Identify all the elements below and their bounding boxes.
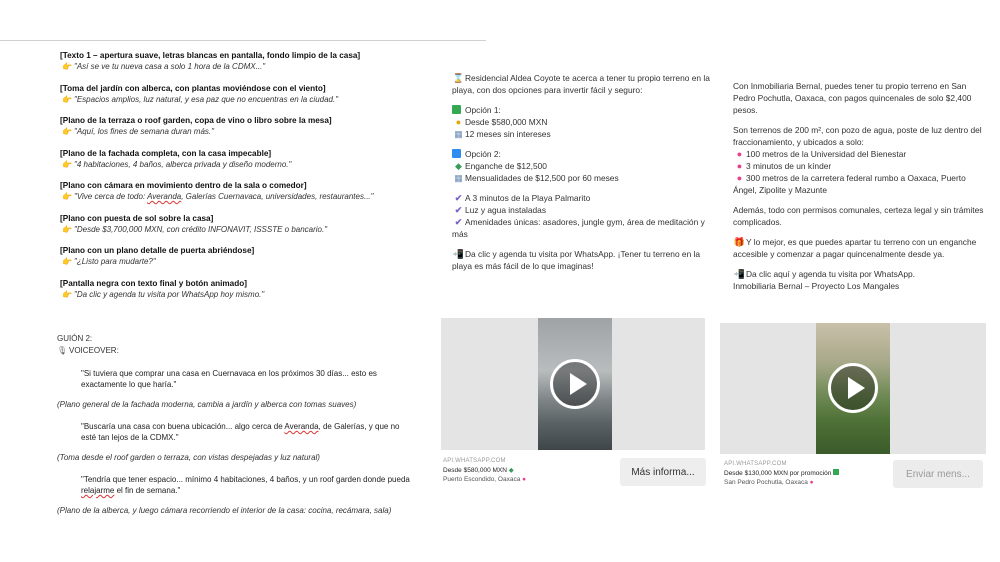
section-quote-start: "Vive cerca de todo: [74,192,148,201]
doc-section [60,148,480,181]
ad1-cta-text: Da clic y agenda tu visita por WhatsApp. ¡Tener tu terreno en la playa es más fácil de lo que imaginas! [452,249,701,271]
checkmark-icon: ✔ [454,217,463,227]
ad1-footer-price: Desde $580,000 MXN [443,467,507,474]
doc-section [60,278,480,311]
section-heading: [Plano con puesta de sol sobre la casa] [60,213,214,223]
green-square-icon [452,105,461,114]
section-heading: [Pantalla negra con texto final y botón animado] [60,278,247,288]
send-message-button[interactable]: Enviar mens... [893,460,983,488]
green-square-icon [833,469,839,475]
option1-title: Opción 1: [465,105,501,115]
calendar-icon: ▦ [454,173,463,183]
voiceover-paragraph: "Si tuviera que comprar una casa en Cuernavaca en los próximos 30 días... esto es exactamente lo que haría." [81,369,377,389]
section-quote: "Aquí, los fines de semana duran más." [74,127,214,136]
pin-icon: ● [809,479,814,486]
coin-icon: ● [455,117,462,127]
section-quote-end: , Galerías Cuernavaca, universidades, restaurantes..." [181,192,374,201]
ad2-footer-location: San Pedro Pochutla, Oaxaca [724,479,808,486]
section-list [60,50,480,310]
option1-price: Desde $580,000 MXN [465,117,548,127]
ad2-footer [724,460,839,487]
pin-icon: ● [736,161,743,171]
doc-section [60,245,480,278]
misspelled-word: Averanda [284,422,319,431]
hourglass-icon: ⌛ [452,73,465,83]
pointing-hand-icon: 👉 [62,62,72,71]
script-document [0,40,486,522]
ad1-video[interactable] [441,318,705,450]
section-quote: "Así se ve tu nueva casa a solo 1 hora de la CDMX..." [74,62,266,71]
section-heading: [Plano de la terraza o roof garden, copa de vino o libro sobre la mesa] [60,116,332,125]
pin-icon: ● [736,173,743,183]
location-3: 300 metros de la carretera federal rumbo a Oaxaca, Puerto Ángel, Zipolite y Mazunte [733,173,966,195]
benefit-2: Luz y agua instaladas [465,205,547,215]
ad-aldea-coyote [452,72,720,272]
paragraph-text: "Buscaría una casa con buena ubicación... algo cerca de [81,422,285,431]
pointing-hand-icon: 👉 [62,257,72,266]
ad2-intro: Con Inmobiliaria Bernal, puedes tener tu propio terreno en San Pedro Pochutla, Oaxaca, con pagos quincenales de solo $2,400 pesos. [733,81,972,115]
play-icon[interactable] [550,359,600,409]
section-heading: [Plano con cámara en movimiento dentro de la sala o comedor] [60,181,307,190]
paragraph-text: , de Galerías, y que no esté tan lejos de la CDMX." [81,422,400,442]
misspelled-word: Averanda [147,192,182,201]
doc-section [60,180,480,213]
doc-section [60,83,480,116]
section-quote: "Espacios amplios, luz natural, y esa paz que no encuentras en la ciudad." [74,94,339,104]
ad2-details: Son terrenos de 200 m², con pozo de agua, poste de luz dentro del fraccionamiento, y ubicados a solo: [733,125,982,147]
voiceover-label: VOICEOVER: [69,346,119,355]
pointing-hand-icon: 👉 [62,224,72,234]
checkmark-icon: ✔ [454,205,463,215]
ad1-intro: Residencial Aldea Coyote te acerca a tener tu propio terreno en la playa, con dos opciones para invertir fácil y seguro: [452,73,710,95]
voiceover-paragraph [81,421,411,443]
ad2-mejor: Y lo mejor, es que puedes apartar tu terreno con un enganche accesible y comenzar a pagar quincenalmente desde ya. [733,237,977,259]
ad2-video[interactable] [720,323,986,454]
section-heading: [Toma del jardín con alberca, con plantas moviéndose con el viento] [60,83,326,93]
paragraph-text: el fin de semana." [114,486,181,495]
section-heading: [Texto 1 – apertura suave, letras blancas en pantalla, fondo limpio de la casa] [60,51,361,60]
ad2-signature: Inmobiliaria Bernal – Proyecto Los Mangales [733,281,900,291]
option2-title: Opción 2: [465,149,501,159]
pointing-hand-icon: 👉 [62,127,72,136]
guion-2 [57,333,477,516]
doc-section [60,213,480,246]
ad2-cta-text: Da clic aquí y agenda tu visita por WhatsApp. [746,269,915,279]
option2-enganche: Enganche de $12,500 [465,161,547,171]
option1-msi: 12 meses sin intereses [465,129,551,139]
stage-direction: (Toma desde el roof garden o terraza, con vistas despejadas y luz natural) [57,453,320,462]
gift-icon: 🎁 [733,237,746,247]
section-quote: "¿Listo para mudarte?" [74,257,156,266]
ad2-footer-price: Desde $130,000 MXN por promoción [724,470,832,477]
ad-inmobiliaria-bernal [733,80,985,292]
benefit-3: Amenidades únicas: asadores, jungle gym, área de meditación y más [452,217,705,239]
pointing-hand-icon: 👉 [62,289,72,299]
checkmark-icon: ✔ [454,193,463,203]
calendar-icon: ▦ [454,129,463,139]
pointing-hand-icon: 👉 [62,94,72,104]
pointing-hand-icon: 👉 [62,159,72,169]
voiceover-paragraph [81,474,411,496]
diamond-icon: ◆ [455,161,462,171]
more-info-button[interactable]: Más informa... [620,458,706,486]
section-quote: "Desde $3,700,000 MXN, con crédito INFONAVIT, ISSSTE o bancario." [74,224,328,234]
ad2-source: API.WHATSAPP.COM [724,461,787,467]
benefit-1: A 3 minutos de la Playa Palmarito [465,193,591,203]
option2-mensualidades: Mensualidades de $12,500 por 60 meses [465,173,619,183]
diamond-icon: ◆ [508,467,514,474]
ad1-source: API.WHATSAPP.COM [443,458,506,464]
section-heading: [Plano de la fachada completa, con la casa impecable] [60,148,272,158]
document-top-border [0,40,486,41]
ad1-footer [443,457,526,484]
section-quote: "Da clic y agenda tu visita por WhatsApp hoy mismo." [74,289,265,299]
location-2: 3 minutos de un kínder [746,161,832,171]
section-heading: [Plano con un plano detalle de puerta abriéndose] [60,246,255,255]
misspelled-word: relajarme [81,486,115,495]
play-icon[interactable] [828,363,878,413]
ad1-footer-location: Puerto Escondido, Oaxaca [443,476,521,483]
doc-section [60,115,480,148]
section-quote: "4 habitaciones, 4 baños, alberca privada y diseño moderno." [74,159,292,169]
blue-square-icon [452,149,461,158]
location-1: 100 metros de la Universidad del Bienestar [746,149,907,159]
pin-icon: ● [522,476,527,483]
phone-icon: 📲 [733,269,746,279]
guion-title: GUIÓN 2: [57,334,93,343]
pin-icon: ● [736,149,743,159]
microphone-icon: 🎙 [57,346,68,355]
pointing-hand-icon: 👉 [62,192,72,201]
stage-direction: (Plano de la alberca, y luego cámara recorriendo el interior de la casa: cocina, recámara, sala) [57,506,392,515]
paragraph-text: "Tendría que tener espacio... mínimo 4 habitaciones, 4 baños, y un roof garden donde pueda [81,475,410,484]
phone-icon: 📲 [452,249,465,259]
ad2-permisos: Además, todo con permisos comunales, certeza legal y sin trámites complicados. [733,205,984,227]
doc-section [60,50,480,83]
stage-direction: (Plano general de la fachada moderna, cambia a jardín y alberca con tomas suaves) [57,400,357,409]
